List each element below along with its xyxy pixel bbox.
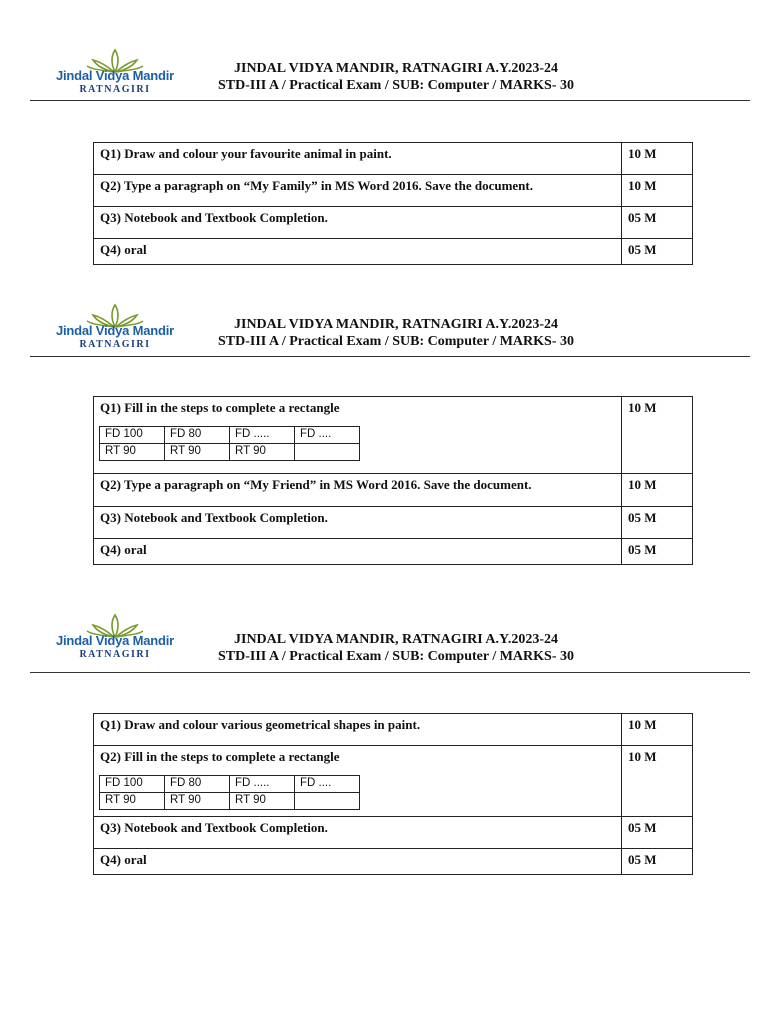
- exam-header: [186, 60, 606, 94]
- step-cell: FD ....: [295, 776, 360, 793]
- question-table: [93, 142, 693, 265]
- header-exam-line: STD-III A / Practical Exam / SUB: Computer / MARKS- 30: [218, 78, 574, 93]
- school-logo: [50, 613, 180, 671]
- step-cell: FD 100: [100, 776, 165, 793]
- question-text: Q4) oral: [94, 239, 622, 265]
- logo-school-name: Jindal Vidya Mandir: [55, 68, 175, 83]
- step-cell: FD 80: [165, 427, 230, 444]
- step-cell: FD .....: [230, 427, 295, 444]
- logo-school-name: Jindal Vidya Mandir: [55, 323, 175, 338]
- table-row: [94, 849, 693, 875]
- step-cell: RT 90: [230, 793, 295, 810]
- question-marks: 10 M: [622, 474, 693, 507]
- exam-header: [186, 316, 606, 350]
- table-row: [94, 714, 693, 746]
- step-cell: RT 90: [165, 793, 230, 810]
- question-marks: 10 M: [622, 397, 693, 474]
- step-cell: RT 90: [100, 444, 165, 461]
- table-row: [94, 507, 693, 539]
- question-text: Q2) Type a paragraph on “My Family” in MS Word 2016. Save the document.: [94, 175, 622, 207]
- question-text: Q1) Fill in the steps to complete a rectangle: [100, 400, 340, 415]
- header-school-line: JINDAL VIDYA MANDIR, RATNAGIRI A.Y.2023-24: [234, 317, 558, 332]
- table-row: [94, 175, 693, 207]
- question-text: Q4) oral: [94, 539, 622, 565]
- logo-place: RATNAGIRI: [79, 649, 151, 660]
- question-cell: [94, 397, 622, 474]
- question-cell: [94, 746, 622, 817]
- step-cell: FD 80: [165, 776, 230, 793]
- header-exam-line: STD-III A / Practical Exam / SUB: Computer / MARKS- 30: [218, 649, 574, 664]
- question-text: Q3) Notebook and Textbook Completion.: [94, 507, 622, 539]
- school-logo: [50, 303, 180, 361]
- step-cell: [295, 793, 360, 810]
- question-marks: 05 M: [622, 539, 693, 565]
- header-exam-line: STD-III A / Practical Exam / SUB: Computer / MARKS- 30: [218, 334, 574, 349]
- table-row: [94, 539, 693, 565]
- table-row: [94, 817, 693, 849]
- header-divider: [30, 672, 750, 673]
- steps-table: [99, 775, 360, 810]
- header-divider: [30, 100, 750, 101]
- question-marks: 05 M: [622, 849, 693, 875]
- question-marks: 05 M: [622, 239, 693, 265]
- logo-place: RATNAGIRI: [79, 339, 151, 350]
- table-row: [94, 397, 693, 474]
- question-table: [93, 713, 693, 875]
- steps-row: [100, 793, 360, 810]
- question-marks: 05 M: [622, 817, 693, 849]
- question-text: Q1) Draw and colour your favourite animal in paint.: [94, 143, 622, 175]
- step-cell: FD .....: [230, 776, 295, 793]
- question-text: Q3) Notebook and Textbook Completion.: [94, 817, 622, 849]
- question-text: Q2) Type a paragraph on “My Friend” in MS Word 2016. Save the document.: [94, 474, 622, 507]
- table-row: [94, 143, 693, 175]
- step-cell: FD 100: [100, 427, 165, 444]
- question-marks: 10 M: [622, 746, 693, 817]
- steps-table: [99, 426, 360, 461]
- steps-row: [100, 776, 360, 793]
- step-cell: FD ....: [295, 427, 360, 444]
- logo-place: RATNAGIRI: [79, 84, 151, 95]
- table-row: [94, 207, 693, 239]
- question-text: Q3) Notebook and Textbook Completion.: [94, 207, 622, 239]
- question-marks: 05 M: [622, 507, 693, 539]
- table-row: [94, 474, 693, 507]
- question-text: Q1) Draw and colour various geometrical shapes in paint.: [94, 714, 622, 746]
- exam-header: [186, 631, 606, 665]
- question-text: Q2) Fill in the steps to complete a rectangle: [100, 749, 340, 764]
- header-divider: [30, 356, 750, 357]
- step-cell: [295, 444, 360, 461]
- table-row: [94, 746, 693, 817]
- steps-row: [100, 444, 360, 461]
- step-cell: RT 90: [165, 444, 230, 461]
- table-row: [94, 239, 693, 265]
- step-cell: RT 90: [100, 793, 165, 810]
- header-school-line: JINDAL VIDYA MANDIR, RATNAGIRI A.Y.2023-24: [234, 61, 558, 76]
- question-text: Q4) oral: [94, 849, 622, 875]
- step-cell: RT 90: [230, 444, 295, 461]
- logo-school-name: Jindal Vidya Mandir: [55, 633, 175, 648]
- question-marks: 10 M: [622, 175, 693, 207]
- school-logo: [50, 48, 180, 106]
- question-table: [93, 396, 693, 565]
- steps-row: [100, 427, 360, 444]
- question-marks: 10 M: [622, 143, 693, 175]
- header-school-line: JINDAL VIDYA MANDIR, RATNAGIRI A.Y.2023-24: [234, 632, 558, 647]
- question-marks: 10 M: [622, 714, 693, 746]
- question-marks: 05 M: [622, 207, 693, 239]
